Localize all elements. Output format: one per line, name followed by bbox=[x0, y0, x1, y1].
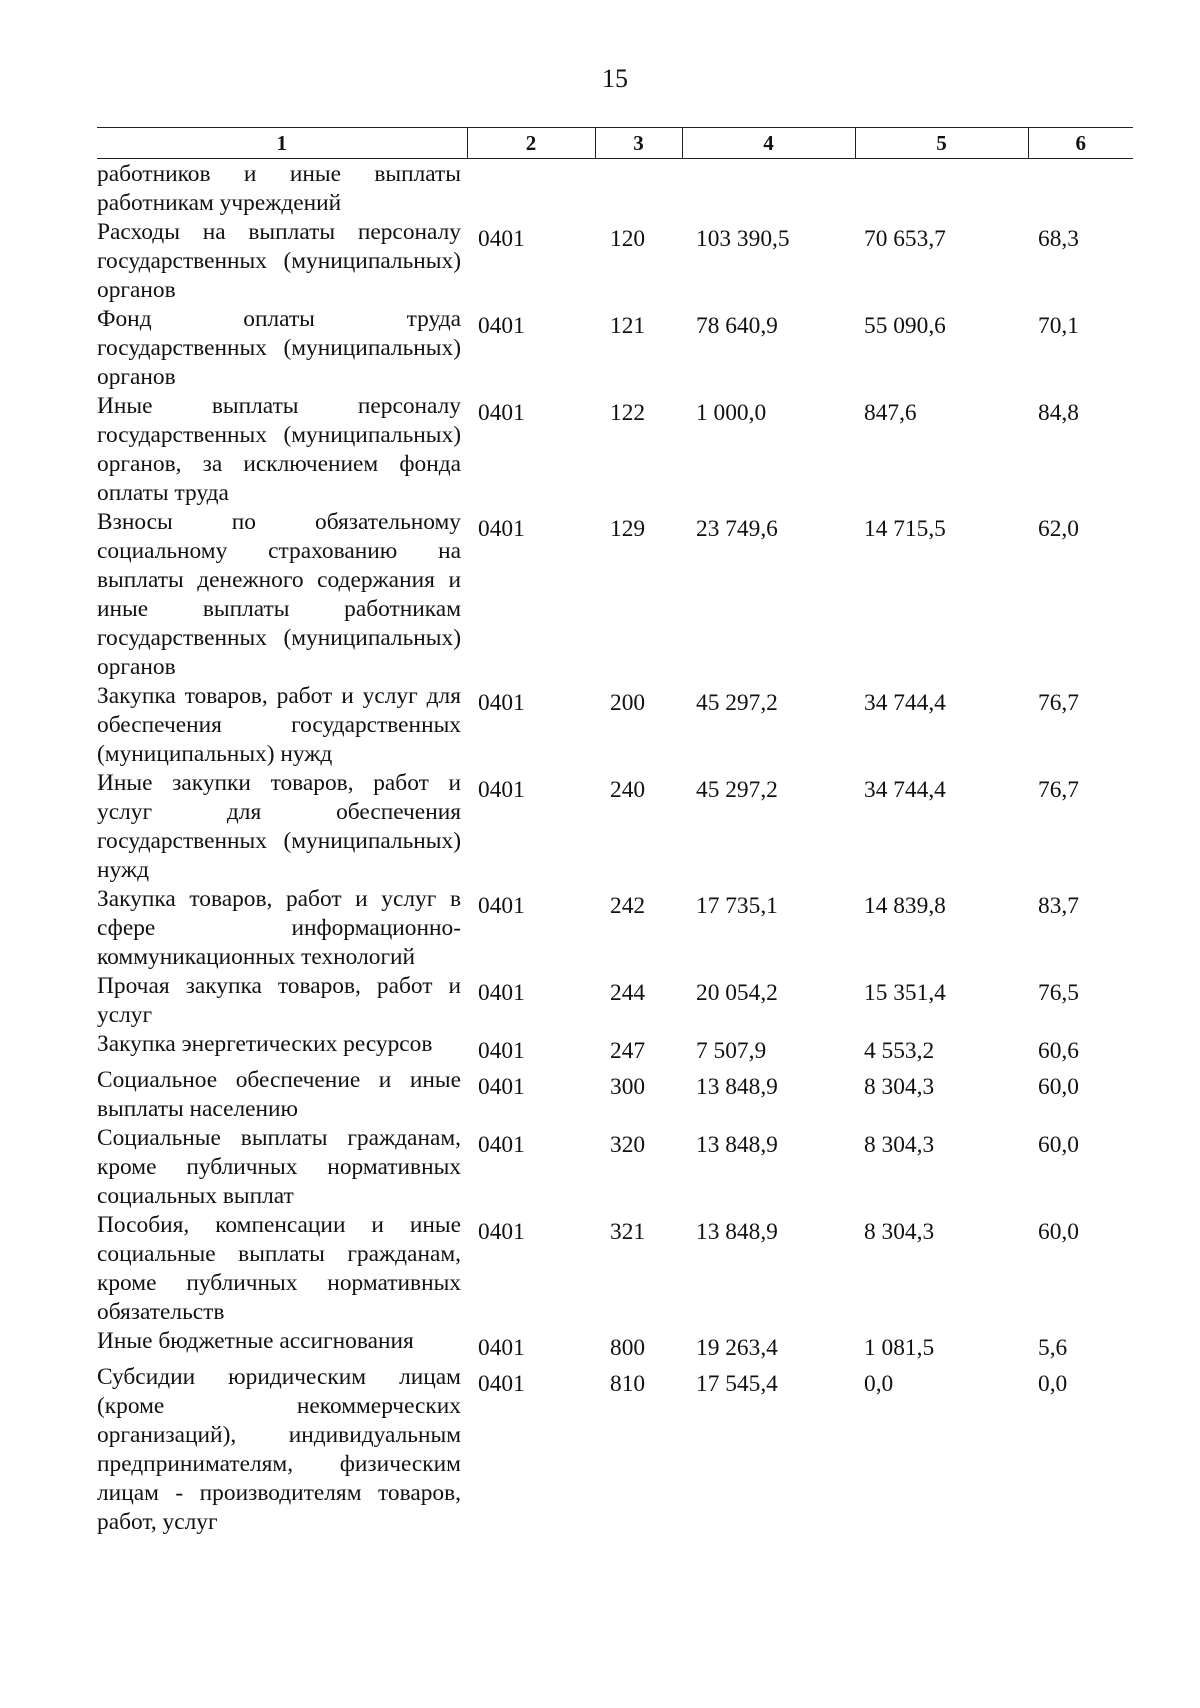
header-row bbox=[97, 128, 1133, 159]
column-header-5: 5 bbox=[855, 128, 1028, 159]
row-section-code: 0401 bbox=[478, 1371, 525, 1397]
row-execution-percent: 76,7 bbox=[1038, 777, 1079, 803]
row-name: Субсидии юридическим лицам (кроме некоммерческих организаций), индивидуальным предпринимателям, физическим лицам - производителям товаров, работ, услуг bbox=[97, 1364, 461, 1535]
row-execution-percent: 60,6 bbox=[1038, 1038, 1079, 1064]
row-executed-amount: 8 304,3 bbox=[864, 1132, 935, 1158]
column-header-6: 6 bbox=[1028, 128, 1133, 159]
row-name: Иные бюджетные ассигнования bbox=[97, 1328, 414, 1354]
row-planned-amount: 45 297,2 bbox=[696, 690, 778, 716]
row-planned-amount: 45 297,2 bbox=[696, 777, 778, 803]
row-planned-amount: 78 640,9 bbox=[696, 313, 778, 339]
row-planned-amount: 19 263,4 bbox=[696, 1335, 778, 1361]
row-expense-type: 120 bbox=[610, 226, 646, 252]
column-header-4: 4 bbox=[682, 128, 855, 159]
row-executed-amount: 1 081,5 bbox=[864, 1335, 935, 1361]
row-expense-type: 121 bbox=[610, 313, 646, 339]
row-name: Пособия, компенсации и иные социальные выплаты гражданам, кроме публичных нормативных обязательств bbox=[97, 1212, 461, 1325]
row-executed-amount: 34 744,4 bbox=[864, 690, 946, 716]
table-row bbox=[97, 1327, 1133, 1363]
table-row bbox=[97, 508, 1133, 682]
row-name: Прочая закупка товаров, работ и услуг bbox=[97, 973, 461, 1028]
table-row bbox=[97, 218, 1133, 305]
row-expense-type: 800 bbox=[610, 1335, 646, 1361]
row-planned-amount: 13 848,9 bbox=[696, 1219, 778, 1245]
row-section-code: 0401 bbox=[478, 1132, 525, 1158]
table-row bbox=[97, 769, 1133, 885]
row-expense-type bbox=[595, 159, 682, 219]
row-section-code: 0401 bbox=[478, 313, 525, 339]
table-row bbox=[97, 159, 1133, 219]
table-row bbox=[97, 682, 1133, 769]
row-expense-type: 240 bbox=[610, 777, 646, 803]
row-section-code: 0401 bbox=[478, 690, 525, 716]
row-section-code: 0401 bbox=[478, 1074, 525, 1100]
table-row bbox=[97, 1030, 1133, 1066]
row-planned-amount: 23 749,6 bbox=[696, 516, 778, 542]
row-executed-amount: 8 304,3 bbox=[864, 1074, 935, 1100]
table-row bbox=[97, 885, 1133, 972]
row-execution-percent: 0,0 bbox=[1038, 1371, 1068, 1397]
row-executed-amount: 70 653,7 bbox=[864, 226, 946, 252]
row-name: Расходы на выплаты персоналу государственных (муниципальных) органов bbox=[97, 219, 461, 303]
row-planned-amount: 17 735,1 bbox=[696, 893, 778, 919]
row-execution-percent: 60,0 bbox=[1038, 1132, 1079, 1158]
row-execution-percent: 83,7 bbox=[1038, 893, 1079, 919]
budget-execution-table bbox=[97, 127, 1133, 1537]
column-header-2: 2 bbox=[467, 128, 595, 159]
page-number: 15 bbox=[602, 64, 628, 93]
row-execution-percent: 70,1 bbox=[1038, 313, 1079, 339]
row-executed-amount: 14 715,5 bbox=[864, 516, 946, 542]
table-row bbox=[97, 1211, 1133, 1327]
row-execution-percent: 76,5 bbox=[1038, 980, 1079, 1006]
row-executed-amount: 14 839,8 bbox=[864, 893, 946, 919]
row-execution-percent bbox=[1028, 159, 1133, 219]
row-expense-type: 122 bbox=[610, 400, 646, 426]
column-header-1: 1 bbox=[97, 128, 467, 159]
row-expense-type: 242 bbox=[610, 893, 646, 919]
row-name: Социальное обеспечение и иные выплаты населению bbox=[97, 1067, 461, 1122]
row-planned-amount: 103 390,5 bbox=[696, 226, 790, 252]
row-expense-type: 244 bbox=[610, 980, 646, 1006]
row-executed-amount: 15 351,4 bbox=[864, 980, 946, 1006]
row-executed-amount bbox=[855, 159, 1028, 219]
table-body bbox=[97, 159, 1133, 1538]
table-row bbox=[97, 305, 1133, 392]
row-execution-percent: 84,8 bbox=[1038, 400, 1079, 426]
row-expense-type: 300 bbox=[610, 1074, 646, 1100]
row-name: Взносы по обязательному социальному страхованию на выплаты денежного содержания и иные выплаты работникам государственных (муниципальных) органов bbox=[97, 509, 461, 680]
row-executed-amount: 34 744,4 bbox=[864, 777, 946, 803]
table-row bbox=[97, 1124, 1133, 1211]
row-execution-percent: 60,0 bbox=[1038, 1074, 1079, 1100]
row-name: Закупка товаров, работ и услуг в сфере информационно-коммуникационных технологий bbox=[97, 886, 461, 970]
row-name: Социальные выплаты гражданам, кроме публичных нормативных социальных выплат bbox=[97, 1125, 461, 1209]
row-executed-amount: 4 553,2 bbox=[864, 1038, 935, 1064]
row-section-code: 0401 bbox=[478, 400, 525, 426]
row-planned-amount: 20 054,2 bbox=[696, 980, 778, 1006]
table-row bbox=[97, 1066, 1133, 1124]
row-section-code: 0401 bbox=[478, 1335, 525, 1361]
row-planned-amount: 17 545,4 bbox=[696, 1371, 778, 1397]
row-section-code: 0401 bbox=[478, 516, 525, 542]
row-section-code bbox=[467, 159, 595, 219]
row-name: Иные закупки товаров, работ и услуг для обеспечения государственных (муниципальных) нужд bbox=[97, 770, 461, 883]
row-planned-amount: 13 848,9 bbox=[696, 1132, 778, 1158]
row-execution-percent: 62,0 bbox=[1038, 516, 1079, 542]
row-executed-amount: 55 090,6 bbox=[864, 313, 946, 339]
column-header-3: 3 bbox=[595, 128, 682, 159]
row-planned-amount bbox=[682, 159, 855, 219]
row-expense-type: 129 bbox=[610, 516, 646, 542]
row-execution-percent: 60,0 bbox=[1038, 1219, 1079, 1245]
row-executed-amount: 0,0 bbox=[864, 1371, 894, 1397]
row-planned-amount: 7 507,9 bbox=[696, 1038, 767, 1064]
row-expense-type: 321 bbox=[610, 1219, 646, 1245]
row-section-code: 0401 bbox=[478, 226, 525, 252]
row-planned-amount: 13 848,9 bbox=[696, 1074, 778, 1100]
row-execution-percent: 68,3 bbox=[1038, 226, 1079, 252]
row-executed-amount: 8 304,3 bbox=[864, 1219, 935, 1245]
row-section-code: 0401 bbox=[478, 1219, 525, 1245]
row-section-code: 0401 bbox=[478, 980, 525, 1006]
table-row bbox=[97, 392, 1133, 508]
row-section-code: 0401 bbox=[478, 893, 525, 919]
row-section-code: 0401 bbox=[478, 1038, 525, 1064]
row-name: Закупка энергетических ресурсов bbox=[97, 1031, 433, 1057]
row-expense-type: 247 bbox=[610, 1038, 646, 1064]
row-section-code: 0401 bbox=[478, 777, 525, 803]
row-execution-percent: 76,7 bbox=[1038, 690, 1079, 716]
row-expense-type: 320 bbox=[610, 1132, 646, 1158]
row-planned-amount: 1 000,0 bbox=[696, 400, 767, 426]
table-row bbox=[97, 972, 1133, 1030]
row-name: Иные выплаты персоналу государственных (муниципальных) органов, за исключением фонда оплаты труда bbox=[97, 393, 461, 506]
row-expense-type: 200 bbox=[610, 690, 646, 716]
row-name: Фонд оплаты труда государственных (муниципальных) органов bbox=[97, 306, 461, 390]
row-executed-amount: 847,6 bbox=[864, 400, 917, 426]
row-name: работников и иные выплаты работникам учреждений bbox=[97, 161, 461, 216]
row-execution-percent: 5,6 bbox=[1038, 1335, 1068, 1361]
row-expense-type: 810 bbox=[610, 1371, 646, 1397]
row-name: Закупка товаров, работ и услуг для обеспечения государственных (муниципальных) нужд bbox=[97, 683, 461, 767]
table-row bbox=[97, 1363, 1133, 1537]
